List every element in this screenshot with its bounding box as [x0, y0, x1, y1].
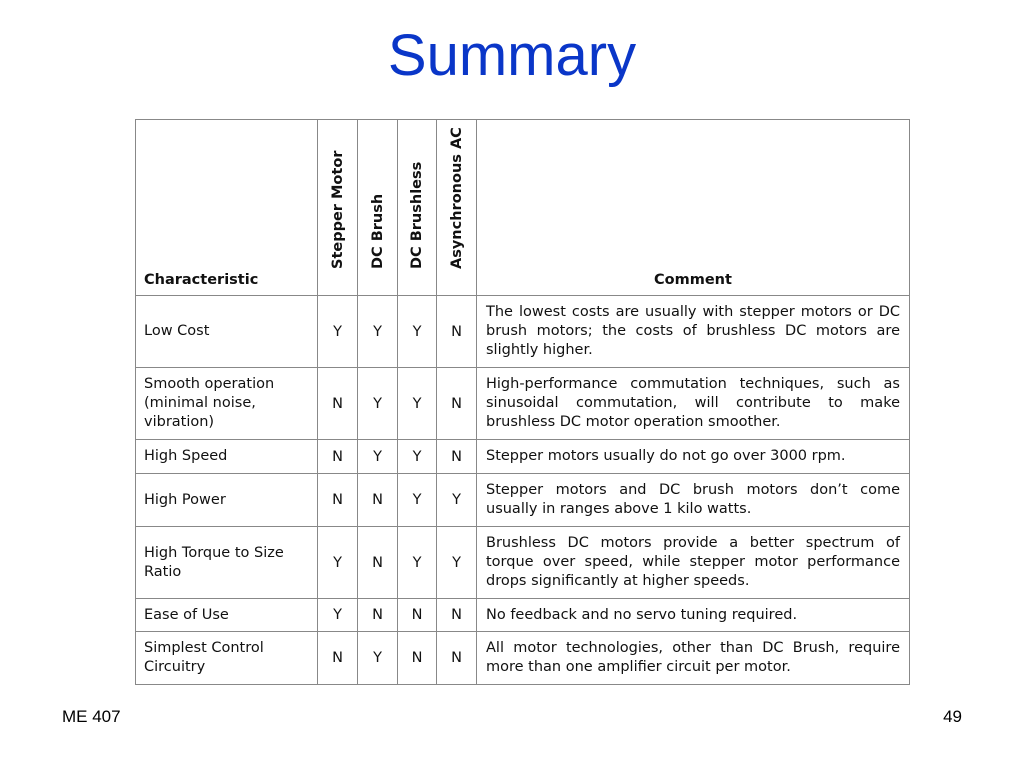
cell-dc-brush: N [358, 527, 398, 599]
cell-stepper: N [318, 632, 358, 685]
row-comment: High-performance commutation techniques, such as sinusoidal commutation, will contribute to make brushless DC motor operation smoother. [477, 368, 910, 440]
table-row [136, 527, 910, 599]
row-characteristic: Smooth operation (minimal noise, vibration) [136, 368, 318, 440]
cell-dc-brushless: Y [398, 440, 437, 474]
row-comment: No feedback and no servo tuning required. [477, 599, 910, 632]
cell-dc-brush: Y [358, 440, 398, 474]
summary-table-container [135, 119, 909, 685]
cell-async-ac: N [437, 599, 477, 632]
cell-stepper: N [318, 368, 358, 440]
row-comment: Stepper motors and DC brush motors don’t come usually in ranges above 1 kilo watts. [477, 474, 910, 527]
table-row [136, 440, 910, 474]
header-comment: Comment [477, 120, 910, 296]
cell-dc-brush: N [358, 474, 398, 527]
header-dc-brushless-label: DC Brushless [409, 161, 425, 269]
header-asynchronous-ac [437, 120, 477, 296]
slide-number: 49 [943, 707, 962, 726]
row-comment: Stepper motors usually do not go over 3000 rpm. [477, 440, 910, 474]
row-characteristic: High Torque to Size Ratio [136, 527, 318, 599]
table-body [136, 296, 910, 685]
table-header-row [136, 120, 910, 296]
row-comment: All motor technologies, other than DC Brush, require more than one amplifier circuit per motor. [477, 632, 910, 685]
table-row [136, 474, 910, 527]
cell-stepper: Y [318, 296, 358, 368]
cell-async-ac: Y [437, 527, 477, 599]
cell-async-ac: N [437, 296, 477, 368]
row-characteristic: High Power [136, 474, 318, 527]
cell-async-ac: Y [437, 474, 477, 527]
footer-course-code: ME 407 [62, 707, 121, 726]
table-row [136, 599, 910, 632]
row-characteristic: Ease of Use [136, 599, 318, 632]
row-characteristic: High Speed [136, 440, 318, 474]
slide-title: Summary [387, 23, 637, 88]
cell-async-ac: N [437, 368, 477, 440]
cell-dc-brush: Y [358, 368, 398, 440]
table-row [136, 296, 910, 368]
cell-dc-brush: N [358, 599, 398, 632]
cell-dc-brushless: Y [398, 474, 437, 527]
row-characteristic: Simplest Control Circuitry [136, 632, 318, 685]
row-characteristic: Low Cost [136, 296, 318, 368]
row-comment: Brushless DC motors provide a better spectrum of torque over speed, while stepper motor performance drops significantly at higher speeds. [477, 527, 910, 599]
cell-stepper: Y [318, 527, 358, 599]
header-asynchronous-ac-label: Asynchronous AC [448, 127, 465, 269]
header-stepper-motor [318, 120, 358, 296]
cell-dc-brushless: N [398, 632, 437, 685]
cell-async-ac: N [437, 632, 477, 685]
table-row [136, 368, 910, 440]
cell-dc-brush: Y [358, 296, 398, 368]
cell-stepper: N [318, 474, 358, 527]
cell-dc-brushless: Y [398, 296, 437, 368]
cell-dc-brushless: Y [398, 527, 437, 599]
cell-dc-brush: Y [358, 632, 398, 685]
cell-dc-brushless: N [398, 599, 437, 632]
motor-comparison-table [135, 119, 910, 685]
header-dc-brush-label: DC Brush [369, 193, 386, 269]
cell-stepper: Y [318, 599, 358, 632]
header-stepper-motor-label: Stepper Motor [329, 150, 346, 269]
cell-async-ac: N [437, 440, 477, 474]
header-characteristic: Characteristic [136, 120, 318, 296]
header-dc-brush [358, 120, 398, 296]
table-row [136, 632, 910, 685]
cell-dc-brushless: Y [398, 368, 437, 440]
cell-stepper: N [318, 440, 358, 474]
row-comment: The lowest costs are usually with stepper motors or DC brush motors; the costs of brushless DC motors are slightly higher. [477, 296, 910, 368]
header-dc-brushless [398, 120, 437, 296]
